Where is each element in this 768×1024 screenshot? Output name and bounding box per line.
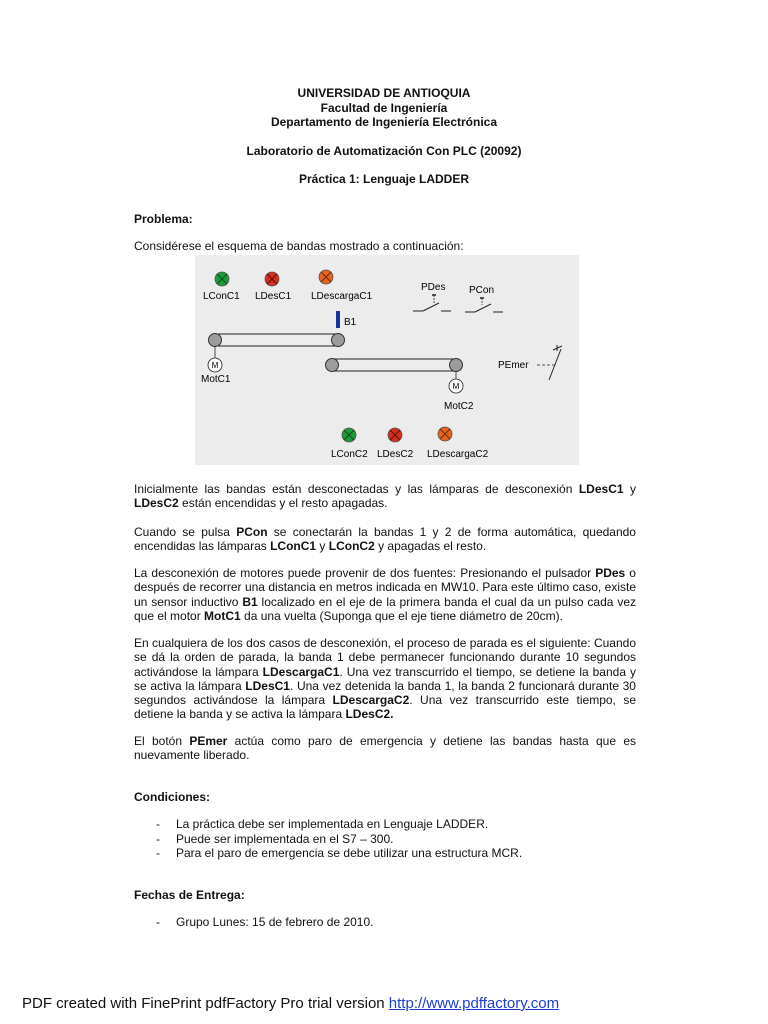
lamp-ldesc2-label: LDesC2	[377, 449, 414, 460]
motor-2-label: MotC2	[444, 401, 474, 412]
list-item: - La práctica debe ser implementada en Lenguaje LADDER.	[156, 817, 489, 832]
lamp-ldesc1-label: LDesC1	[255, 291, 292, 302]
practice-title: Práctica 1: Lenguaje LADDER	[298, 172, 470, 186]
delivery-section	[134, 888, 636, 930]
conditions-heading: Condiciones:	[134, 790, 211, 804]
lamp-lconc1-label: LConC1	[203, 291, 240, 302]
pdes-label: PDes	[421, 282, 446, 293]
paragraph-5: El botón PEmer actúa como paro de emergencia y detiene las bandas hasta que es nuevamente liberado.	[134, 734, 636, 763]
motor-1-label: MotC1	[201, 374, 231, 385]
svg-text:M: M	[452, 382, 460, 391]
sensor-b1-label: B1	[344, 317, 357, 328]
pemer-label: PEmer	[498, 360, 529, 371]
lamp-ldescargac2-label: LDescargaC2	[427, 449, 489, 460]
pcon-label: PCon	[469, 285, 495, 296]
pdffactory-link[interactable]: http://www.pdffactory.com	[388, 995, 560, 1012]
problem-section	[134, 212, 636, 254]
pdf-footer	[22, 995, 559, 1012]
department-name: Departamento de Ingeniería Electrónica	[270, 115, 498, 129]
conditions-section	[134, 790, 636, 860]
problem-intro: Considérese el esquema de bandas mostrado a continuación:	[134, 239, 464, 254]
course-title: Laboratorio de Automatización Con PLC (20092)	[246, 143, 522, 158]
paragraph-4: En cualquiera de los dos casos de desconexión, el proceso de parada es el siguiente: Cuando se dá la orden de parada, la banda 1 debe permanecer funcionando durante 10 segundos activándose la lámpara LDescargaC1. Una vez transcurrido el tiempo, se detiene la banda y se activa la lámpara LDesC1. Una vez detenida la banda 1, la banda 2 funcionará durante 30 segundos activándose la lámpara LDescargaC2. Una vez transcurrido este tiempo, se detiene la banda y se activa la lámpara LDesC2.	[134, 636, 636, 722]
list-item: - Grupo Lunes: 15 de febrero de 2010.	[156, 915, 374, 930]
paragraph-1: Inicialmente las bandas están desconectadas y las lámparas de desconexión LDesC1 y LDesC2 están encendidas y el resto apagadas.	[134, 482, 636, 511]
list-item: - Puede ser implementada en el S7 – 300.	[156, 831, 394, 846]
list-item: - Para el paro de emergencia se debe utilizar una estructura MCR.	[156, 845, 523, 860]
lamp-lconc2-label: LConC2	[331, 449, 368, 460]
paragraph-2: Cuando se pulsa PCon se conectarán la bandas 1 y 2 de forma automática, quedando encendidas las lámparas LConC1 y LConC2 y apagadas el resto.	[134, 525, 636, 554]
delivery-list	[134, 915, 636, 929]
paragraph-3: La desconexión de motores puede provenir de dos fuentes: Presionando el pulsador PDes o después de recorrer una distancia en metros indicada en MW10. Para este último caso, existe un sensor inductivo B1 localizado en el eje de la primera banda el cual da un pulso cada vez que el motor MotC1 da una vuelta (Suponga que el eje tiene diámetro de 20cm).	[134, 566, 636, 623]
sensor-b1-icon	[336, 311, 340, 328]
problem-heading: Problema:	[134, 212, 193, 226]
footer-text: PDF created with FinePrint pdfFactory Pro trial version	[22, 995, 389, 1012]
document-header	[134, 86, 634, 187]
conditions-list	[134, 817, 636, 860]
conveyor-diagram	[195, 255, 579, 465]
university-name: UNIVERSIDAD DE ANTIOQUIA	[297, 86, 471, 100]
faculty-name: Facultad de Ingeniería	[320, 100, 448, 115]
delivery-heading: Fechas de Entrega:	[134, 888, 245, 902]
svg-text:M: M	[211, 361, 219, 370]
lamp-ldescargac1-label: LDescargaC1	[311, 291, 373, 302]
